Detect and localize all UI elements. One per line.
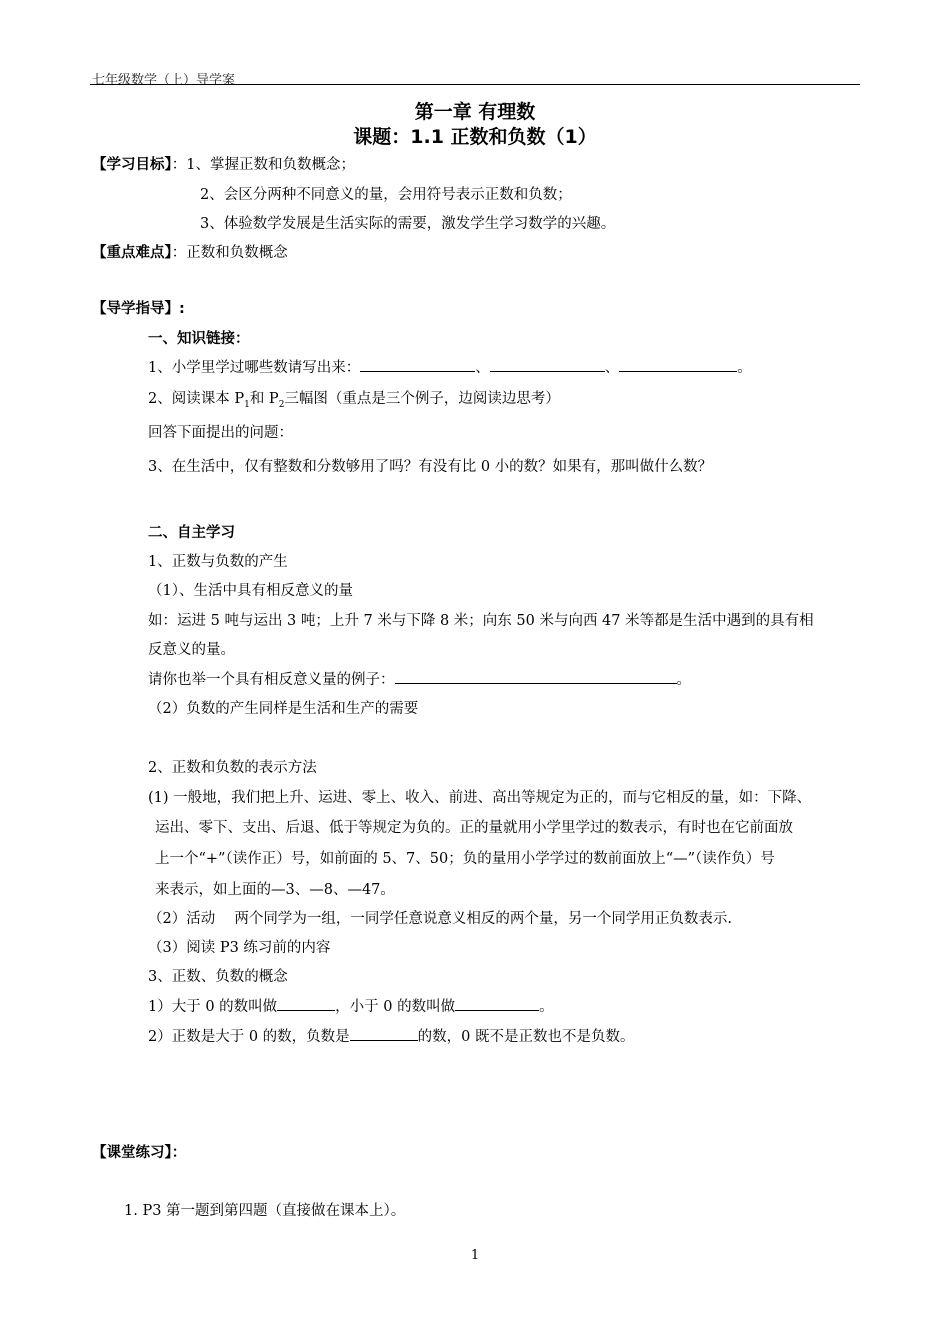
chapter-title: 第一章 有理数 — [414, 101, 536, 123]
representation-line-3: 上一个“+”（读作正）号，如前面的 5、7、50；负的量用小学学过的数前面放上“—”（读作负）号 — [155, 851, 775, 867]
knowledge-link-heading: 一、知识链接： — [148, 331, 250, 347]
lesson-title: 课题：1.1 正数和负数（1） — [353, 126, 597, 148]
practice-item-1: 1. P3 第一题到第四题（直接做在课本上）。 — [124, 1203, 406, 1219]
key-points-text: ：正数和负数概念 — [171, 245, 288, 261]
origin-title: 1、正数与负数的产生 — [148, 554, 288, 570]
objectives-label: 【学习目标】 — [92, 157, 172, 173]
page-number: 1 — [470, 1248, 480, 1263]
self-study-heading: 二、自主学习 — [148, 525, 235, 541]
objectives-row — [92, 153, 355, 174]
concept-title: 3、正数、负数的概念 — [148, 969, 288, 985]
question-1-text: 1、小学里学过哪些数请写出来： — [148, 360, 361, 376]
negative-definition-blank[interactable] — [350, 1026, 418, 1041]
answer-blank-2[interactable] — [490, 357, 605, 372]
representation-title: 2、正数和负数的表示方法 — [148, 760, 317, 776]
header-rule — [90, 84, 860, 85]
key-points-label: 【重点难点】 — [92, 245, 172, 261]
reading-line: （3）阅读 P3 练习前的内容 — [148, 940, 331, 956]
key-points-row — [92, 241, 288, 262]
example-answer-blank[interactable] — [395, 669, 677, 684]
concept-line-2: 2）正数是大于 0 的数，负数是 的数，0 既不是正数也不是负数。 — [148, 1025, 635, 1046]
objective-item-3: 3、体验数学发展是生活实际的需要，激发学生学习数学的兴趣。 — [200, 216, 616, 232]
question-2: 2、阅读课本 $P_1$和 $P_2$三幅图（重点是三个例子，边阅读边思考） — [148, 391, 560, 410]
page-header: 七年级数学（上）导学案 — [92, 73, 236, 88]
guide-label: 【导学指导】 — [92, 301, 179, 317]
question-3: 3、在生活中，仅有整数和分数够用了吗？有没有比 0 小的数？如果有，那叫做什么数？ — [148, 459, 713, 475]
guide-colon: : — [179, 301, 185, 317]
negative-number-blank[interactable] — [455, 996, 539, 1011]
opposite-quantities-subtitle: （1）、生活中具有相反意义的量 — [148, 583, 353, 599]
example-line-1: 如：运进 5 吨与运出 3 吨；上升 7 米与下降 8 米；向东 50 米与向西 47 米等都是生活中遇到的具有相 — [148, 613, 814, 629]
negative-origin-subtitle: （2）负数的产生同样是生活和生产的需要 — [148, 701, 419, 717]
question-1: 1、小学里学过哪些数请写出来： 、 、 。 — [148, 356, 752, 377]
activity-line: （2）活动 两个同学为一组，一同学任意说意义相反的两个量，另一个同学用正负数表示. — [148, 911, 732, 927]
example-prompt: 请你也举一个具有相反意义量的例子： 。 — [148, 668, 691, 689]
representation-line-4: 来表示，如上面的—3、—8、—47。 — [155, 882, 395, 898]
answer-blank-3[interactable] — [619, 357, 737, 372]
objectives-colon: ： — [171, 157, 187, 173]
practice-row: 【课堂练习】： — [92, 1145, 187, 1161]
objective-item-2: 2、会区分两种不同意义的量，会用符号表示正数和负数； — [200, 187, 572, 203]
example-line-2: 反意义的量。 — [148, 642, 235, 658]
objective-item-1: 1、掌握正数和负数概念； — [186, 157, 355, 173]
positive-number-blank[interactable] — [277, 996, 335, 1011]
answer-prompt: 回答下面提出的问题： — [148, 425, 293, 441]
concept-line-1: 1）大于 0 的数叫做 ，小于 0 的数叫做 。 — [148, 995, 554, 1016]
practice-label: 【课堂练习】 — [92, 1145, 172, 1161]
answer-blank-1[interactable] — [360, 357, 475, 372]
representation-line-1: (1) 一般地，我们把上升、运进、零上、收入、前进、高出等规定为正的，而与它相反的量，如：下降、 — [148, 790, 812, 806]
representation-line-2: 运出、零下、支出、后退、低于等规定为负的。正的量就用小学里学过的数表示，有时也在它前面放 — [155, 820, 793, 836]
guide-row — [92, 297, 185, 318]
